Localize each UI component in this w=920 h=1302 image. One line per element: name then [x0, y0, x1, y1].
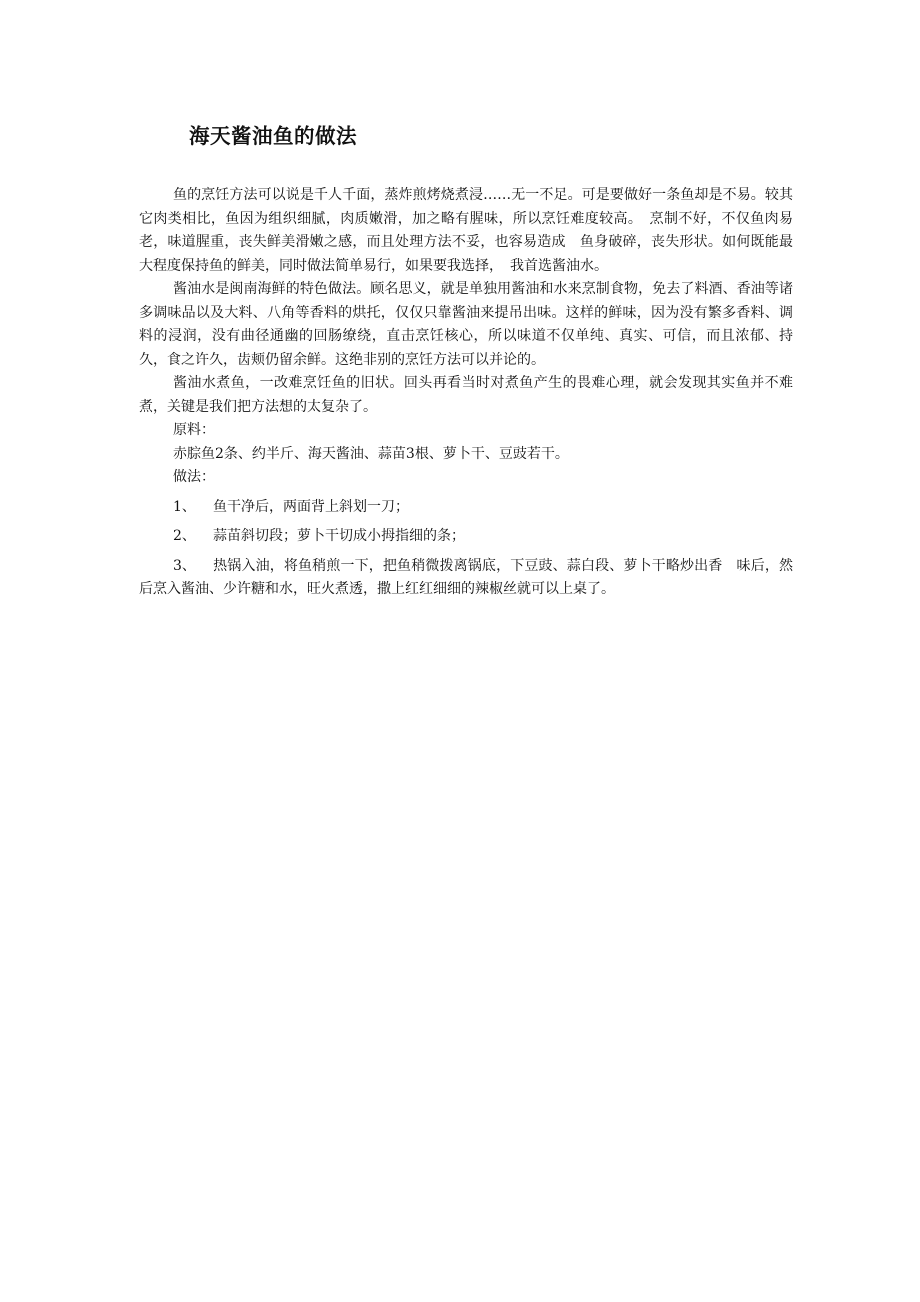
step-number: 3、 — [173, 557, 196, 574]
step-text: 鱼干净后，两面背上斜划一刀； — [213, 498, 409, 515]
step-number: 1、 — [173, 498, 196, 515]
step-text: 热锅入油，将鱼稍煎一下，把鱼稍微拨离锅底，下豆豉、蒜白段、萝卜干略炒出香 味后，然后烹入酱油、少许糖和水，旺火煮透，撒上红红细细的辣椒丝就可以上桌了。 — [139, 557, 793, 597]
method-label: 做法： — [173, 469, 215, 485]
document-title: 海天酱油鱼的做法 — [189, 124, 357, 148]
paragraph-conclusion: 酱油水煮鱼，一改难烹饪鱼的旧状。回头再看当时对煮鱼产生的畏难心理，就会发现其实鱼并不难煮，关键是我们把方法想的太复杂了。 — [139, 375, 793, 415]
document-body — [139, 184, 793, 602]
step-item — [139, 525, 793, 549]
paragraph-intro: 鱼的烹饪方法可以说是千人千面，蒸炸煎烤烧煮浸……无一不足。可是要做好一条鱼却是不易。较其它肉类相比，鱼因为组织细腻，肉质嫩滑，加之略有腥味，所以烹饪难度较高。 烹制不好，不仅鱼肉易老，味道腥重，丧失鲜美滑嫩之感，而且处理方法不妥，也容易造成 鱼身破碎，丧失形状。如何既能最大程度保持鱼的鲜美，同时做法简单易行，如果要我选择， 我首选酱油水。 — [139, 187, 793, 274]
paragraph-soy-water: 酱油水是闽南海鲜的特色做法。顾名思义，就是单独用酱油和水来烹制食物，免去了料酒、香油等诸多调味品以及大料、八角等香料的烘托，仅仅只靠酱油来提吊出味。这样的鲜味，因为没有繁多香料、调料的浸润，没有曲径通幽的回肠缭绕，直击烹饪核心，所以味道不仅单纯、真实、可信，而且浓郁、持久，食之许久，齿颊仍留余鲜。这绝非别的烹饪方法可以并论的。 — [139, 281, 793, 368]
ingredients-list: 赤腙鱼2条、约半斤、海天酱油、蒜苗3根、萝卜干、豆豉若干。 — [173, 445, 569, 462]
step-text: 蒜苗斜切段；萝卜干切成小拇指细的条； — [213, 528, 465, 544]
step-item — [139, 496, 793, 520]
step-number: 2、 — [173, 528, 196, 544]
step-item — [139, 555, 793, 602]
ingredients-label: 原料： — [173, 422, 215, 438]
